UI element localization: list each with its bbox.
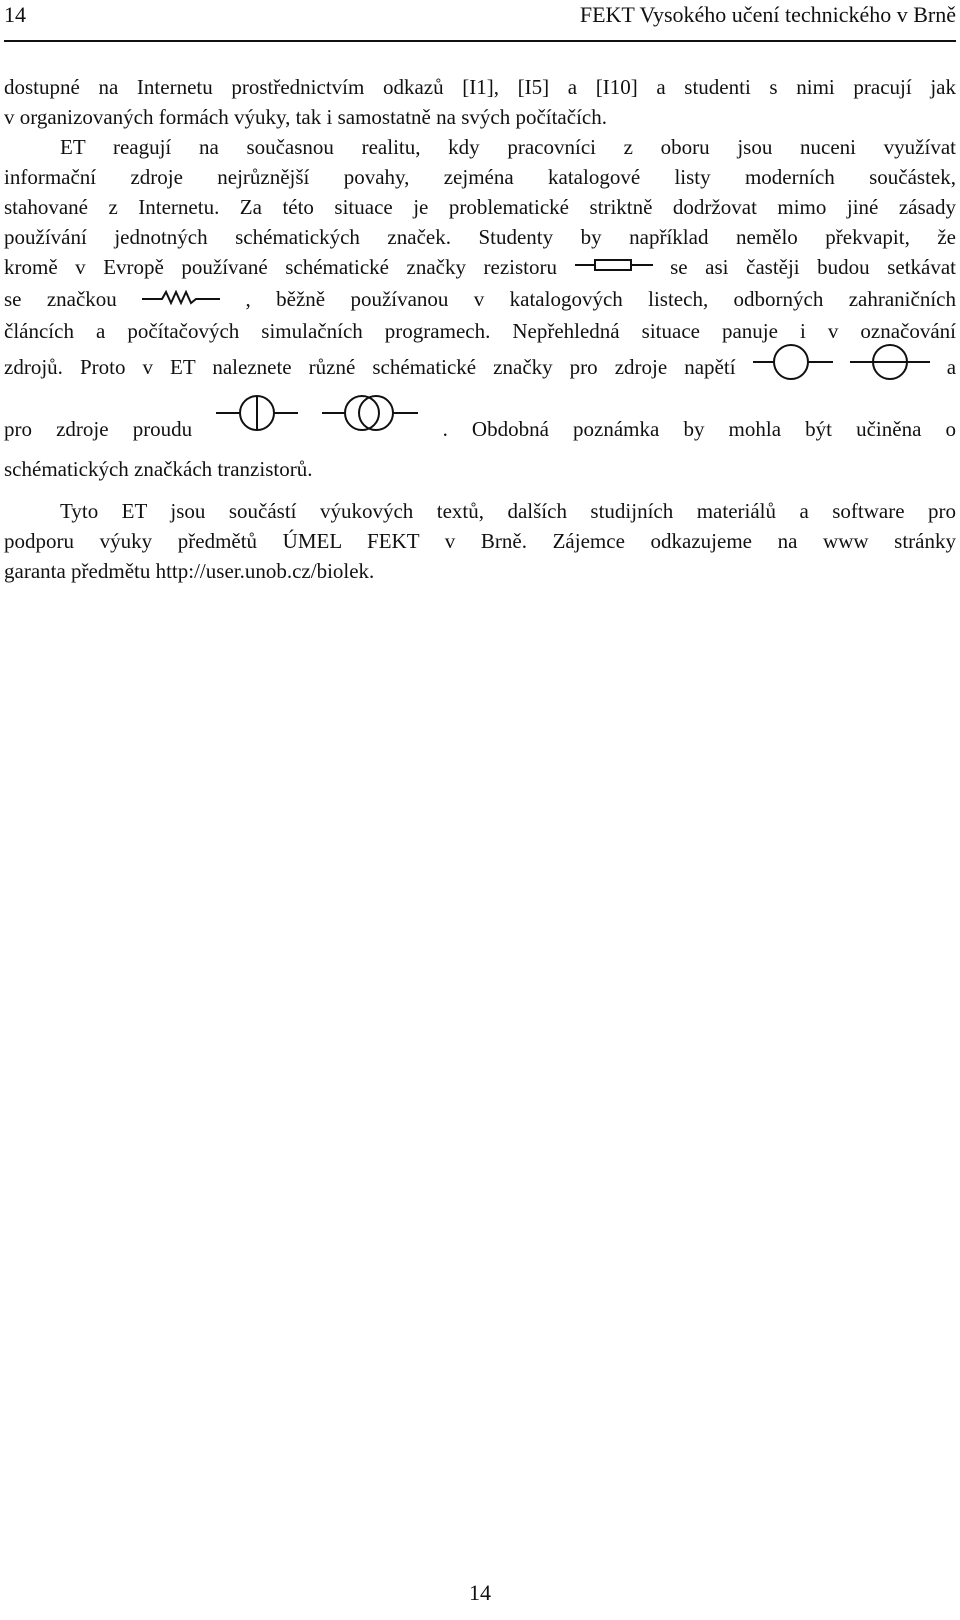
page-footer-number: 14 — [469, 1580, 491, 1605]
text-line: používání jednotných schématických značek. Studenty by například nemělo překvapit, že — [4, 225, 956, 249]
text-line: dostupné na Internetu prostřednictvím odkazů [I1], [I5] a [I10] a studenti s nimi pracují jak — [4, 75, 956, 99]
text-line: podporu výuky předmětů ÚMEL FEKT v Brně. Zájemce odkazujeme na www stránky — [4, 529, 956, 554]
text-fragment: pro zdroje proudu — [4, 417, 193, 442]
text-line-with-resistor-us — [4, 284, 956, 316]
text-fragment: kromě v Evropě používané schématické značky rezistoru — [4, 255, 558, 279]
page-content — [4, 72, 956, 586]
paragraph-1 — [4, 72, 956, 132]
voltage-source-icon — [753, 343, 833, 389]
text-line: článcích a počítačových simulačních programech. Nepřehledná situace panuje i v označování — [4, 319, 956, 344]
voltage-source-bar-icon — [850, 343, 930, 389]
text-line-with-resistor-eu — [4, 252, 956, 284]
text-fragment: zdrojů. Proto v ET naleznete různé schématické značky pro zdroje napětí — [4, 355, 736, 380]
resistor-european-icon — [575, 251, 653, 281]
text-line: Tyto ET jsou součástí výukových textů, dalších studijních materiálů a software pro — [60, 499, 956, 524]
header-rule — [4, 40, 956, 42]
page-header — [4, 0, 956, 40]
paragraph-3 — [4, 496, 956, 586]
text-fragment: , běžně používanou v katalogových listech, odborných zahraničních — [245, 287, 956, 312]
text-fragment: . Obdobná poznámka by mohla být učiněna o — [442, 417, 957, 442]
text-fragment: se značkou — [4, 287, 117, 312]
header-page-number: 14 — [4, 2, 26, 27]
current-source-icon — [216, 394, 298, 440]
text-line: informační zdroje nejrůznější povahy, zejména katalogové listy moderních součástek, — [4, 165, 956, 189]
text-fragment: a — [946, 355, 957, 380]
text-line: stahované z Internetu. Za této situace je problematické striktně dodržovat mimo jiné zásady — [4, 195, 956, 219]
text-line: ET reagují na současnou realitu, kdy pracovníci z oboru jsou nuceni využívat — [60, 135, 956, 159]
text-line: schématických značkách tranzistorů. — [4, 457, 313, 482]
text-line: v organizovaných formách výuky, tak i samostatně na svých počítačích. — [4, 105, 607, 129]
text-line-with-voltage-sources — [4, 346, 956, 392]
current-source-double-circle-icon — [322, 394, 418, 440]
header-title: FEKT Vysokého učení technického v Brně — [579, 2, 956, 27]
resistor-american-icon — [142, 283, 220, 313]
paragraph-2 — [4, 132, 956, 484]
text-fragment: se asi častěji budou setkávat — [670, 255, 957, 279]
text-line-with-current-sources — [4, 408, 956, 454]
text-line: garanta předmětu http://user.unob.cz/biolek. — [4, 559, 375, 584]
